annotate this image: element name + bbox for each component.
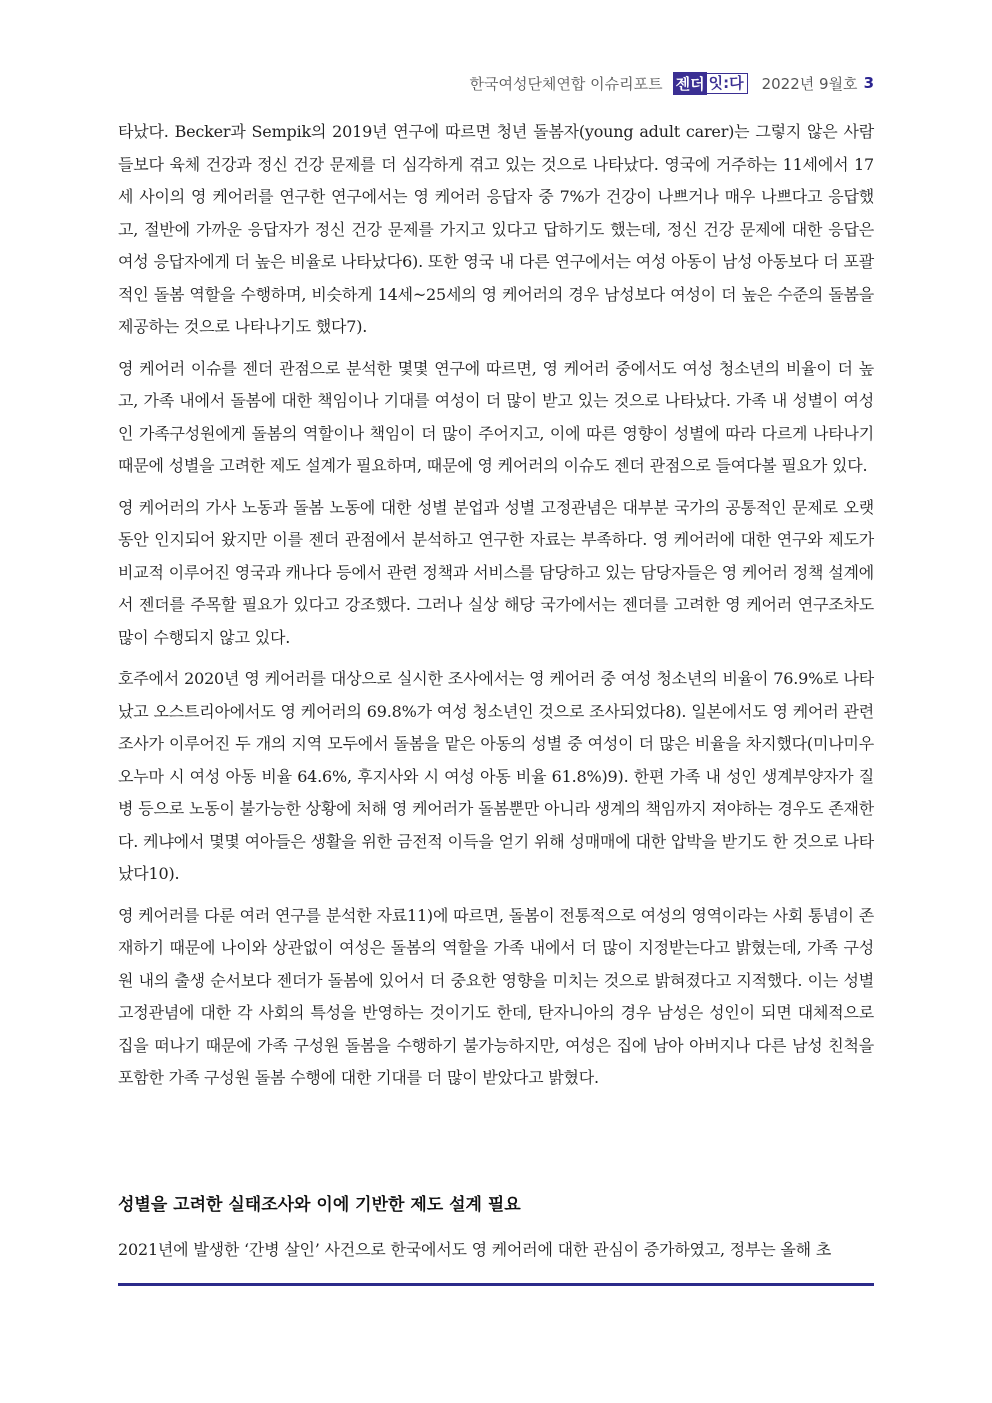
header-org: 한국여성단체연합 이슈리포트 (469, 74, 663, 93)
body-text (118, 116, 874, 1095)
brand-part1: 젠더 (673, 72, 707, 95)
footer-rule (118, 1283, 874, 1286)
section-heading: 성별을 고려한 실태조사와 이에 기반한 제도 설계 필요 (118, 1195, 521, 1215)
paragraph-1: 타났다. Becker과 Sempik의 2019년 연구에 따르면 청년 돌봄자(young adult carer)는 그렇지 않은 사람들보다 육체 건강과 정신 건강 문제를 더 심각하게 겪고 있는 것으로 나타났다. 영국에 거주하는 11세에서 17세 사이의 영 케어러를 연구한 연구에서는 영 케어러 응답자 중 7%가 건강이 나쁘거나 매우 나쁘다고 응답했고, 절반에 가까운 응답자가 정신 건강 문제를 가지고 있다고 답하기도 했는데, 정신 건강 문제에 대한 응답은 여성 응답자에게 더 높은 비율로 나타났다6). 또한 영국 내 다른 연구에서는 여성 아동이 남성 아동보다 더 포괄적인 돌봄 역할을 수행하며, 비슷하게 14세~25세의 영 케어러의 경우 남성보다 여성이 더 높은 수준의 돌봄을 제공하는 것으로 나타나기도 했다7). (118, 122, 874, 336)
brand-logo (673, 72, 748, 95)
paragraph-3: 영 케어러의 가사 노동과 돌봄 노동에 대한 성별 분업과 성별 고정관념은 대부분 국가의 공통적인 문제로 오랫동안 인지되어 왔지만 이를 젠더 관점에서 분석하고 연구한 자료는 부족하다. 영 케어러에 대한 연구와 제도가 비교적 이루어진 영국과 캐나다 등에서 관련 정책과 서비스를 담당하고 있는 담당자들은 영 케어러 정책 설계에서 젠더를 주목할 필요가 있다고 강조했다. 그러나 실상 해당 국가에서는 젠더를 고려한 영 케어러 연구조차도 많이 수행되지 않고 있다. (118, 497, 874, 647)
paragraph-4: 호주에서 2020년 영 케어러를 대상으로 실시한 조사에서는 영 케어러 중 여성 청소년의 비율이 76.9%로 나타났고 오스트리아에서도 영 케어러의 69.8%가 여성 청소년인 것으로 조사되었다8). 일본에서도 영 케어러 관련 조사가 이루어진 두 개의 지역 모두에서 돌봄을 맡은 아동의 성별 중 여성이 더 많은 비율을 차지했다(미나미우오누마 시 여성 아동 비율 64.6%, 후지사와 시 여성 아동 비율 61.8%)9). 한편 가족 내 성인 생계부양자가 질병 등으로 노동이 불가능한 상황에 처해 영 케어러가 돌봄뿐만 아니라 생계의 책임까지 져야하는 경우도 존재한다. 케냐에서 몇몇 여아들은 생활을 위한 금전적 이득을 얻기 위해 성매매에 대한 압박을 받기도 한 것으로 나타났다10). (118, 669, 874, 883)
paragraph-2: 영 케어러 이슈를 젠더 관점으로 분석한 몇몇 연구에 따르면, 영 케어러 중에서도 여성 청소년의 비율이 더 높고, 가족 내에서 돌봄에 대한 책임이나 기대를 여성이 더 많이 받고 있는 것으로 나타났다. 가족 내 성별이 여성인 가족구성원에게 돌봄의 역할이나 책임이 더 많이 주어지고, 이에 따른 영향이 성별에 따라 다르게 나타나기 때문에 성별을 고려한 제도 설계가 필요하며, 때문에 영 케어러의 이슈도 젠더 관점으로 들여다볼 필요가 있다. (118, 358, 874, 475)
paragraph-5: 영 케어러를 다룬 여러 연구를 분석한 자료11)에 따르면, 돌봄이 전통적으로 여성의 영역이라는 사회 통념이 존재하기 때문에 나이와 상관없이 여성은 돌봄의 역할을 가족 내에서 더 많이 지정받는다고 밝혔는데, 가족 구성원 내의 출생 순서보다 젠더가 돌봄에 있어서 더 중요한 영향을 미치는 것으로 밝혀졌다고 지적했다. 이는 성별 고정관념에 대한 각 사회의 특성을 반영하는 것이기도 한데, 탄자니아의 경우 남성은 성인이 되면 대체적으로 집을 떠나기 때문에 가족 구성원 돌봄을 수행하기 불가능하지만, 여성은 집에 남아 아버지나 다른 남성 친척을 포함한 가족 구성원 돌봄 수행에 대한 기대를 더 많이 받았다고 밝혔다. (118, 905, 874, 1087)
header-date: 2022년 9월호 (761, 74, 858, 93)
page-header (118, 70, 874, 96)
page-number: 3 (863, 74, 874, 92)
brand-part2: 잇:다 (707, 73, 748, 94)
section-lead-paragraph: 2021년에 발생한 ‘간병 살인’ 사건으로 한국에서도 영 케어러에 대한 관심이 증가하였고, 정부는 올해 초 (118, 1240, 832, 1259)
